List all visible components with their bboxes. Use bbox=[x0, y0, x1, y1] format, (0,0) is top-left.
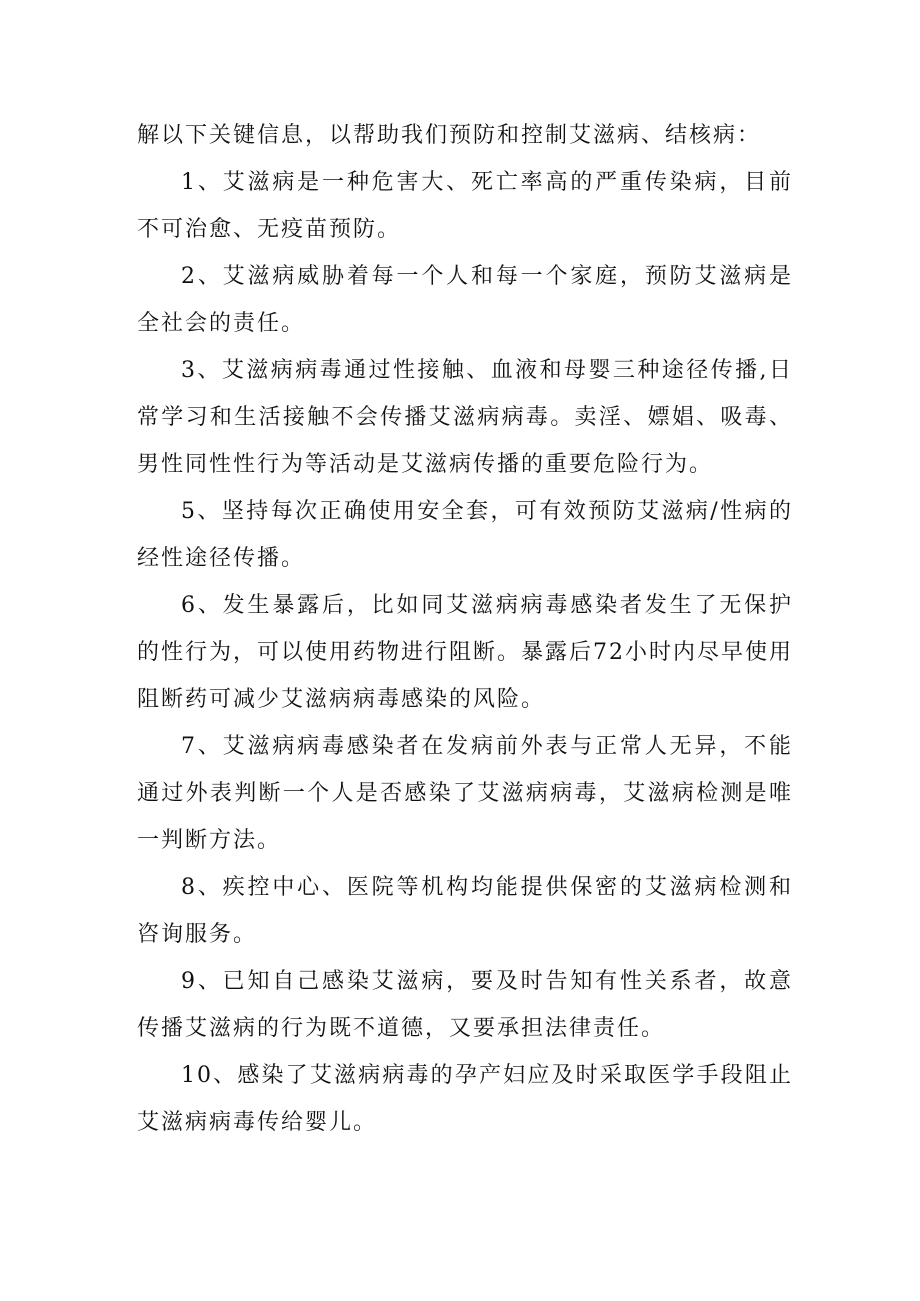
list-item-10: 10、感染了艾滋病病毒的孕产妇应及时采取医学手段阻止艾滋病病毒传给婴儿。 bbox=[137, 1063, 793, 1135]
list-item-6: 6、发生暴露后，比如同艾滋病病毒感染者发生了无保护的性行为，可以使用药物进行阻断。暴露后72小时内尽早使用阻断药可减少艾滋病病毒感染的风险。 bbox=[137, 593, 793, 712]
list-item-7: 7、艾滋病病毒感染者在发病前外表与正常人无异，不能通过外表判断一个人是否感染了艾滋病病毒，艾滋病检测是唯一判断方法。 bbox=[137, 734, 793, 853]
list-item-5: 5、坚持每次正确使用安全套，可有效预防艾滋病/性病的经性途径传播。 bbox=[137, 499, 793, 571]
document-body bbox=[137, 112, 793, 1146]
list-item-2: 2、艾滋病威胁着每一个人和每一个家庭，预防艾滋病是全社会的责任。 bbox=[137, 264, 793, 336]
list-item-9: 9、已知自己感染艾滋病，要及时告知有性关系者，故意传播艾滋病的行为既不道德，又要承担法律责任。 bbox=[137, 969, 793, 1041]
intro-paragraph: 解以下关键信息，以帮助我们预防和控制艾滋病、结核病： bbox=[137, 123, 762, 148]
list-item-1: 1、艾滋病是一种危害大、死亡率高的严重传染病，目前不可治愈、无疫苗预防。 bbox=[137, 170, 793, 242]
list-item-3: 3、艾滋病病毒通过性接触、血液和母婴三种途径传播,日常学习和生活接触不会传播艾滋病病毒。卖淫、嫖娼、吸毒、男性同性性行为等活动是艾滋病传播的重要危险行为。 bbox=[137, 358, 793, 477]
list-item-8: 8、疾控中心、医院等机构均能提供保密的艾滋病检测和咨询服务。 bbox=[137, 875, 793, 947]
